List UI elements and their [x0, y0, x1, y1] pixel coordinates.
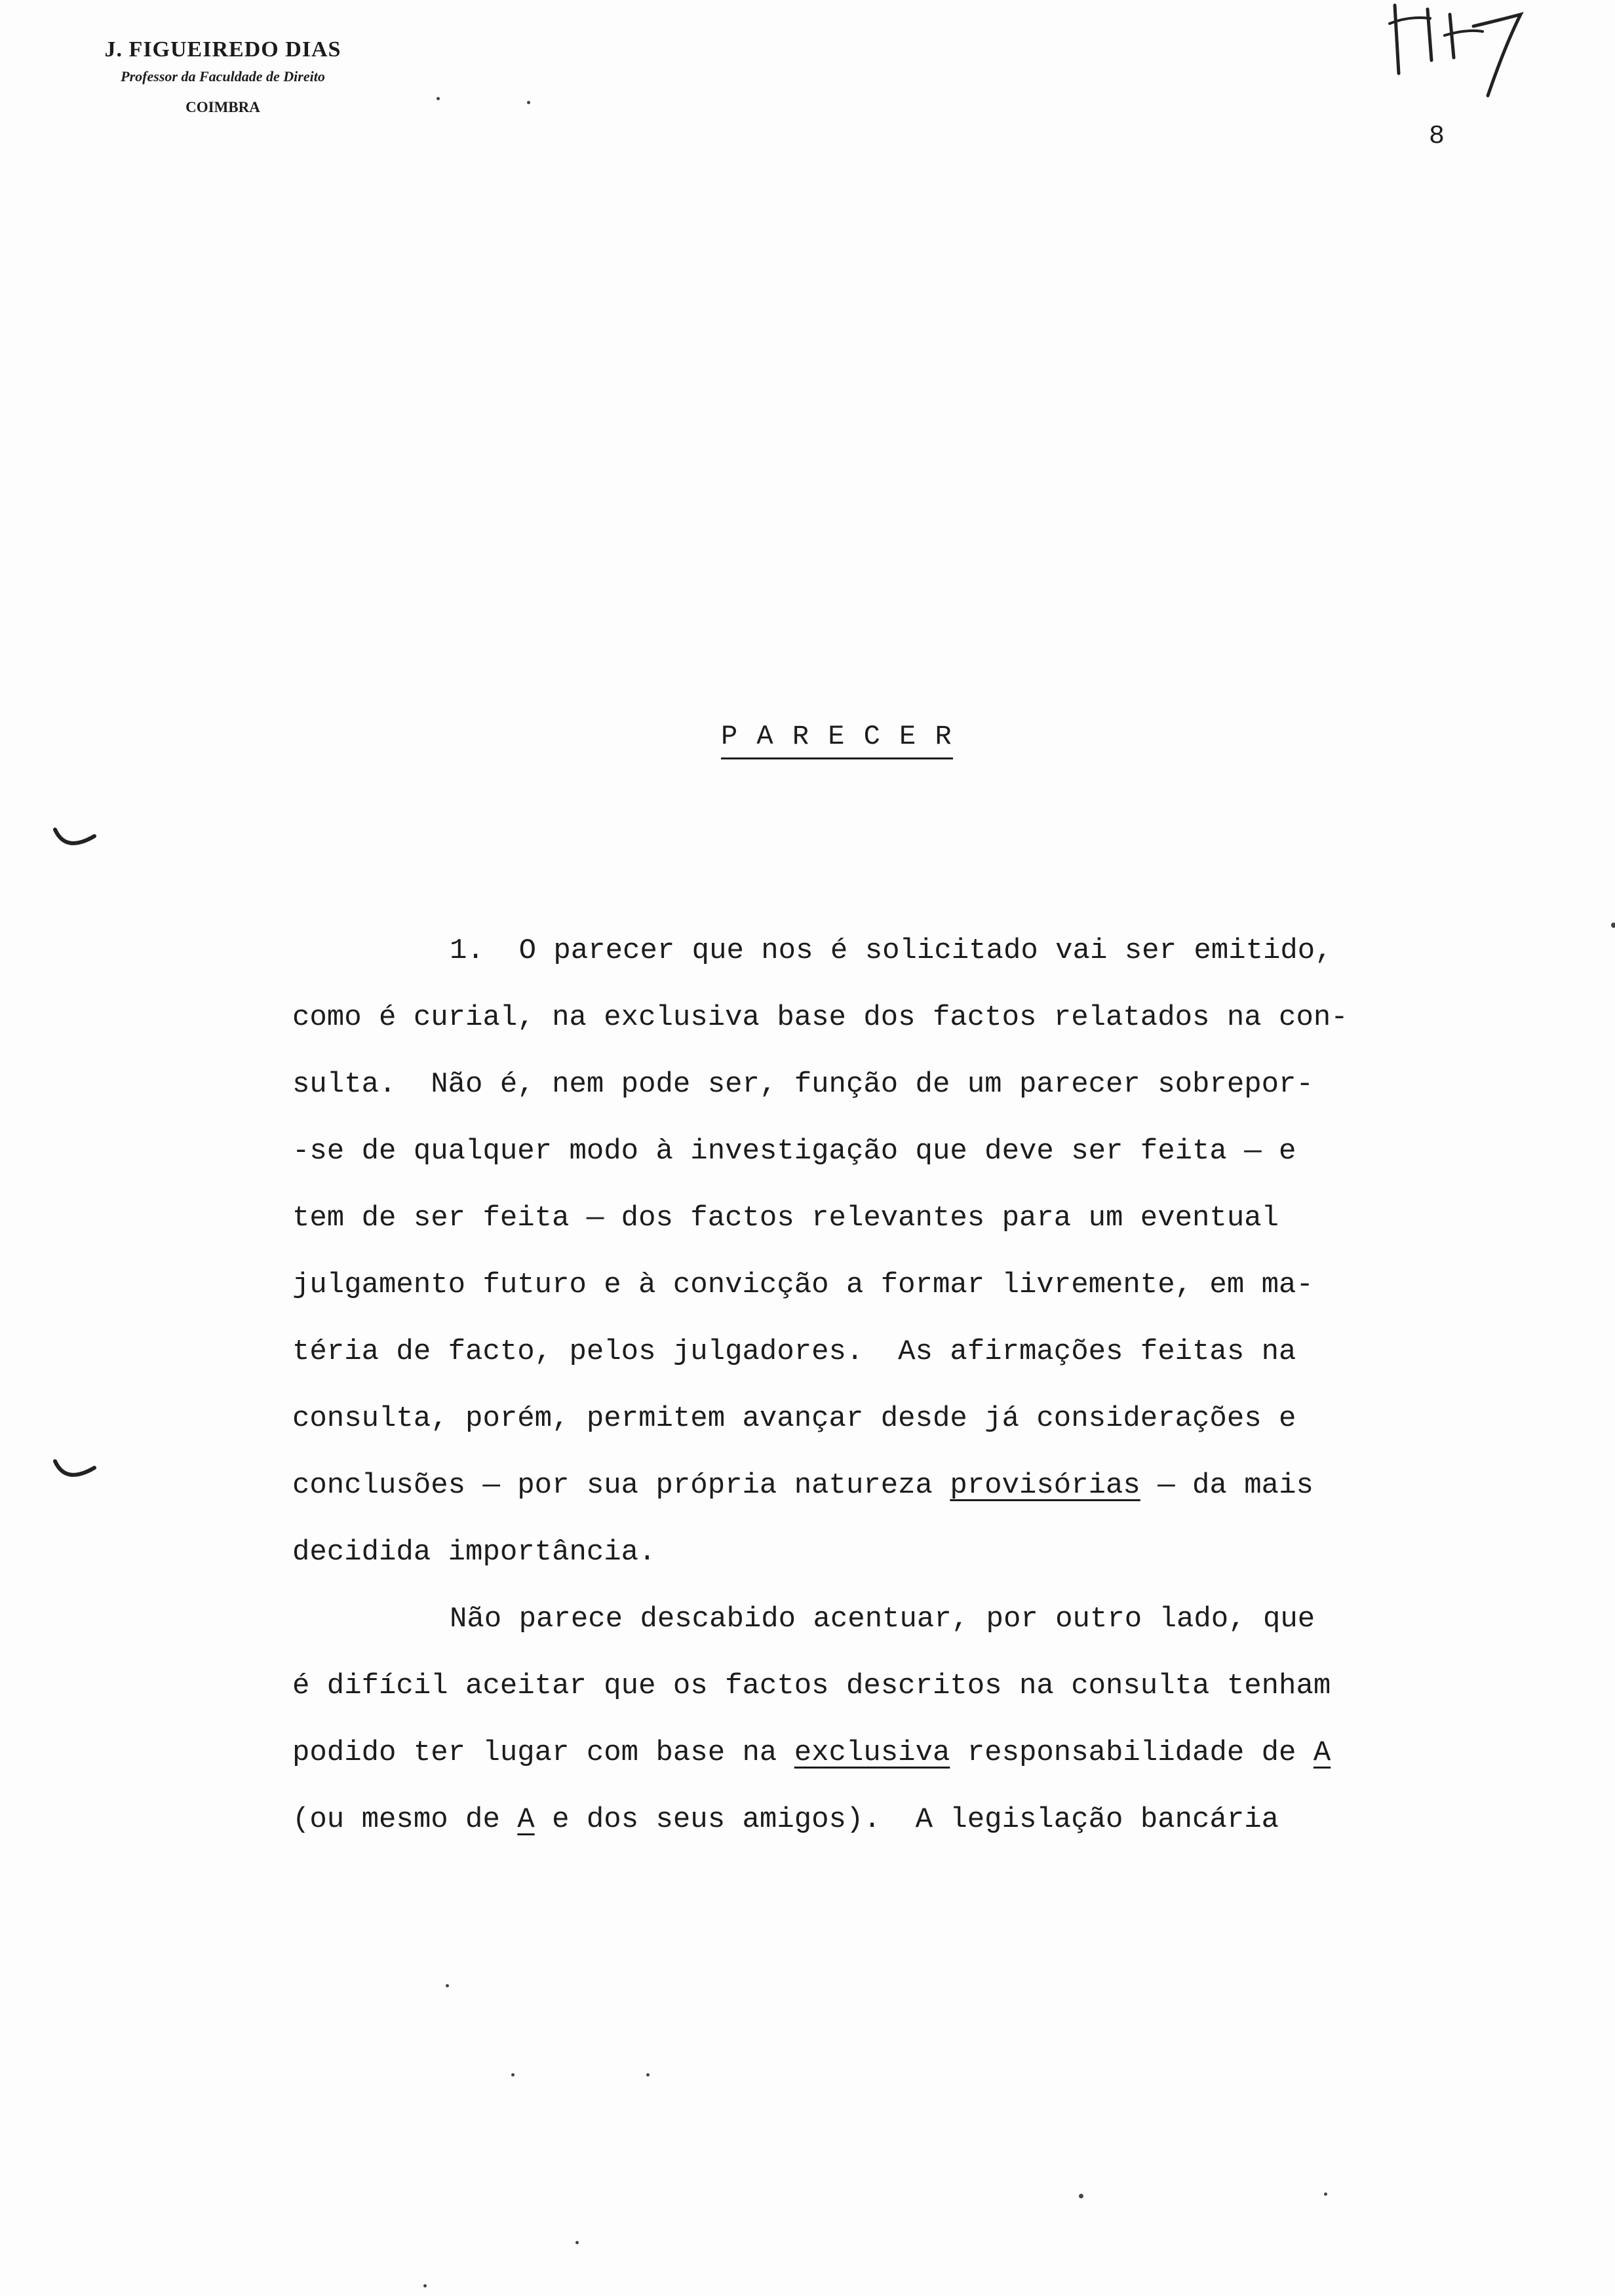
scan-speck — [446, 1984, 449, 1987]
text-fragment: — da mais — [1140, 1469, 1313, 1502]
text-line: como é curial, na exclusiva base dos factos relatados na con- — [292, 1001, 1348, 1034]
scan-speck — [423, 2284, 427, 2287]
text-fragment: (ou mesmo de — [292, 1803, 518, 1836]
text-line: julgamento futuro e à convicção a formar livremente, em ma- — [292, 1269, 1313, 1301]
text-line: consulta, porém, permitem avançar desde já considerações e — [292, 1402, 1296, 1435]
text-line: decidida importância. — [292, 1536, 656, 1569]
document-heading: P A R E C E R — [721, 721, 953, 759]
text-fragment: podido ter lugar com base na — [292, 1736, 794, 1769]
letterhead — [39, 37, 406, 117]
punch-hole-mark-icon — [52, 1459, 98, 1485]
scan-speck — [527, 101, 530, 104]
text-line: -se de qualquer modo à investigação que deve ser feita — e — [292, 1135, 1296, 1168]
text-line: sulta. Não é, nem pode ser, função de um parecer sobrepor- — [292, 1068, 1313, 1101]
scan-speck — [646, 2073, 650, 2076]
punch-hole-mark-icon — [52, 827, 98, 853]
author-city: COIMBRA — [185, 99, 260, 116]
text-fragment: conclusões — por sua própria natureza — [292, 1469, 950, 1502]
scan-speck — [1079, 2194, 1083, 2198]
author-title: Professor da Faculdade de Direito — [121, 67, 325, 85]
text-fragment: responsabilidade de — [950, 1736, 1313, 1769]
text-line: téria de facto, pelos julgadores. As afirmações feitas na — [292, 1335, 1296, 1368]
scan-speck — [511, 2073, 515, 2076]
handwritten-page-annotation — [1376, 0, 1534, 105]
text-line: 1. O parecer que nos é solicitado vai ser emitido, — [450, 934, 1333, 967]
underlined-word: exclusiva — [794, 1736, 950, 1769]
text-line: Não parece descabido acentuar, por outro lado, que — [450, 1603, 1315, 1636]
scan-speck — [437, 97, 440, 100]
underlined-word: provisórias — [950, 1469, 1140, 1502]
scan-speck — [1611, 923, 1615, 928]
page-number: 8 — [1429, 122, 1445, 151]
underlined-word: A — [517, 1803, 535, 1836]
text-fragment: e dos seus amigos). A legislação bancária — [534, 1803, 1279, 1836]
scan-speck — [1324, 2192, 1327, 2196]
text-line: é difícil aceitar que os factos descritos na consulta tenham — [292, 1670, 1331, 1702]
text-line — [292, 1452, 1498, 1519]
text-line — [292, 1719, 1498, 1786]
text-line: tem de ser feita — dos factos relevantes para um eventual — [292, 1202, 1279, 1234]
scan-speck — [575, 2241, 579, 2244]
document-body — [292, 917, 1498, 1853]
underlined-word: A — [1313, 1736, 1331, 1769]
author-name: J. FIGUEIREDO DIAS — [104, 37, 341, 62]
text-line — [292, 1786, 1498, 1853]
